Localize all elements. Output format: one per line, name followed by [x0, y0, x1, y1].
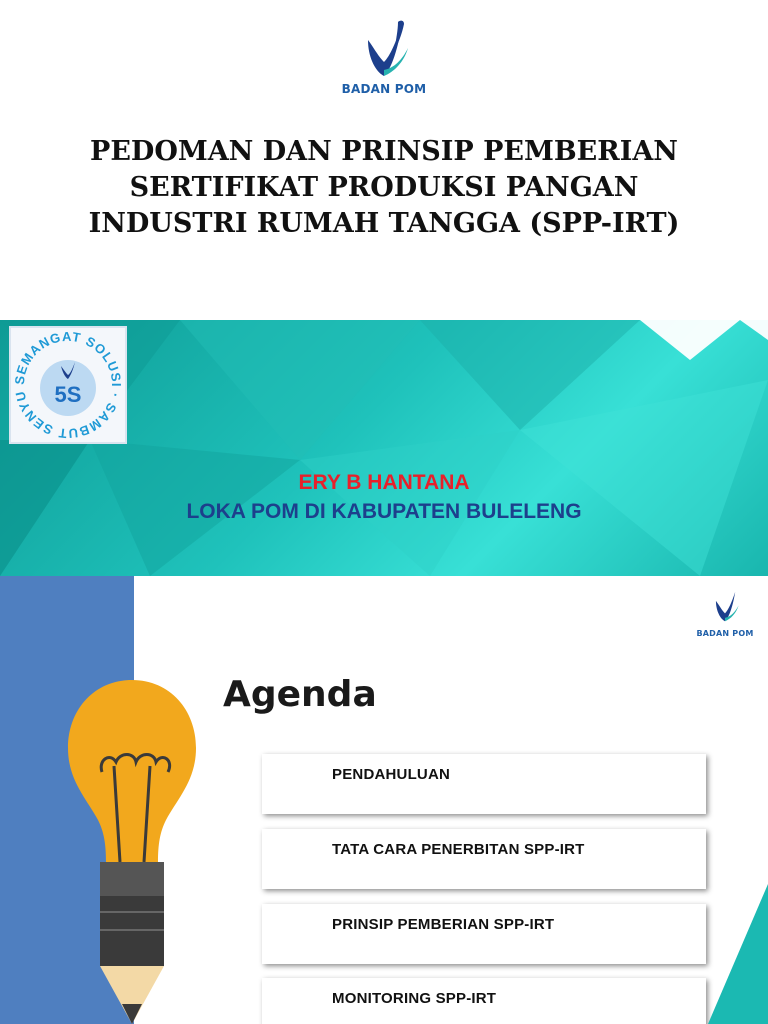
svg-text:5S: 5S	[54, 382, 82, 407]
agenda-item-01	[262, 754, 706, 814]
title-line-1: PEDOMAN DAN PRINSIP PEMBERIAN	[90, 136, 678, 167]
agenda-item-02	[262, 829, 706, 889]
badan-pom-check-icon	[354, 18, 414, 80]
agenda-item-number: 03	[270, 910, 291, 930]
presenter-organization: LOKA POM DI KABUPATEN BULELENG	[186, 500, 582, 523]
agenda-item-number: 01	[270, 760, 291, 780]
badan-pom-logo	[0, 18, 768, 96]
svg-text:SEMANGAT SOLUSI · SAMBUT SENYU: SEMANGAT SOLUSI · SAMBUT SENYU	[11, 328, 125, 442]
slide-title	[20, 134, 748, 242]
agenda-item-number: 02	[270, 835, 291, 855]
agenda-item-number: 04	[270, 984, 291, 1004]
agenda-heading: Agenda	[223, 674, 377, 715]
agenda-item-label: MONITORING SPP-IRT	[332, 990, 497, 1007]
agenda-item-label: TATA CARA PENERBITAN SPP-IRT	[332, 841, 585, 858]
5s-badge	[9, 326, 127, 444]
lightbulb-pencil-icon	[62, 676, 202, 1024]
logo-label: BADAN POM	[341, 82, 427, 96]
corner-decoration	[708, 884, 768, 1024]
agenda-item-03	[262, 904, 706, 964]
badan-pom-logo-small	[690, 588, 760, 638]
badan-pom-check-icon-small	[708, 588, 742, 624]
agenda-item-label: PENDAHULUAN	[332, 766, 451, 783]
title-line-3: INDUSTRI RUMAH TANGGA (SPP-IRT)	[88, 208, 680, 239]
5s-emblem-icon	[11, 328, 125, 442]
agenda-item-04	[262, 978, 706, 1024]
logo-label-small: BADAN POM	[696, 629, 754, 638]
presenter-name: ERY B HANTANA	[298, 471, 470, 494]
agenda-item-label: PRINSIP PEMBERIAN SPP-IRT	[332, 916, 555, 933]
title-line-2: SERTIFIKAT PRODUKSI PANGAN	[129, 172, 639, 203]
agenda-slide	[0, 576, 768, 1024]
